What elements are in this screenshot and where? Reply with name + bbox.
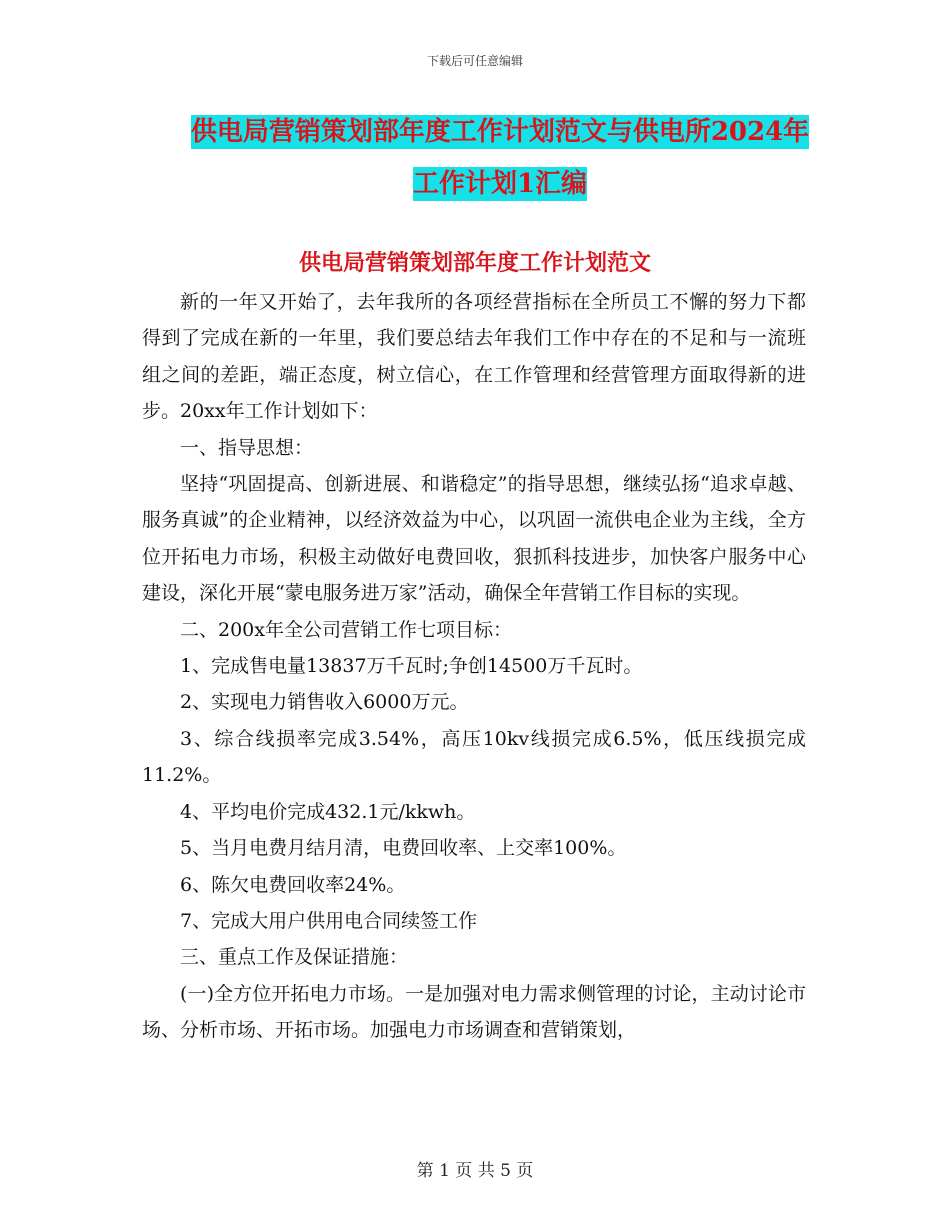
target-item-3: 3、综合线损率完成3.54%，高压10kv线损完成6.5%，低压线损完成11.2%。 bbox=[142, 727, 806, 787]
target-item-2: 2、实现电力销售收入6000万元。 bbox=[180, 691, 469, 714]
heading-guiding-thought: 一、指导思想： bbox=[180, 436, 314, 459]
paragraph-market-expansion: (一)全方位开拓电力市场。一是加强对电力需求侧管理的讨论，主动讨论市场、分析市场、开拓市场。加强电力市场调查和营销策划， bbox=[142, 982, 806, 1042]
header-note: 下载后可任意编辑 bbox=[426, 54, 523, 68]
target-item-6: 6、陈欠电费回收率24%。 bbox=[180, 873, 406, 896]
paragraph-intro: 新的一年又开始了，去年我所的各项经营指标在全所员工不懈的努力下都得到了完成在新的一年里，我们要总结去年我们工作中存在的不足和与一流班组之间的差距，端正态度，树立信心，在工作管理和经营管理方面取得新的进步。20xx年工作计划如下： bbox=[142, 291, 806, 423]
title-line-2: 工作计划1汇编 bbox=[412, 169, 588, 199]
target-item-7: 7、完成大用户供用电合同续签工作 bbox=[180, 909, 478, 932]
target-item-5: 5、当月电费月结月清，电费回收率、上交率100%。 bbox=[180, 837, 627, 860]
target-item-1: 1、完成售电量13837万千瓦时;争创14500万千瓦时。 bbox=[180, 655, 643, 678]
title-line-1: 供电局营销策划部年度工作计划范文与供电所2024年 bbox=[190, 117, 810, 147]
page-footer: 第 1 页 共 5 页 bbox=[416, 1161, 534, 1181]
paragraph-guiding-thought: 坚持“巩固提高、创新进展、和谐稳定”的指导思想，继续弘扬“追求卓越、服务真诚”的企业精神，以经济效益为中心，以巩固一流供电企业为主线，全方位开拓电力市场，积极主动做好电费回收，狠抓科技进步，加快客户服务中心建设，深化开展“蒙电服务进万家”活动，确保全年营销工作目标的实现。 bbox=[142, 473, 806, 605]
section-title: 供电局营销策划部年度工作计划范文 bbox=[298, 250, 651, 276]
heading-key-work: 三、重点工作及保证措施： bbox=[180, 946, 409, 969]
heading-seven-targets: 二、200x年全公司营销工作七项目标： bbox=[180, 618, 512, 641]
document-body bbox=[142, 284, 806, 1049]
target-item-4: 4、平均电价完成432.1元/kkwh。 bbox=[180, 800, 476, 823]
document-title bbox=[150, 106, 850, 210]
